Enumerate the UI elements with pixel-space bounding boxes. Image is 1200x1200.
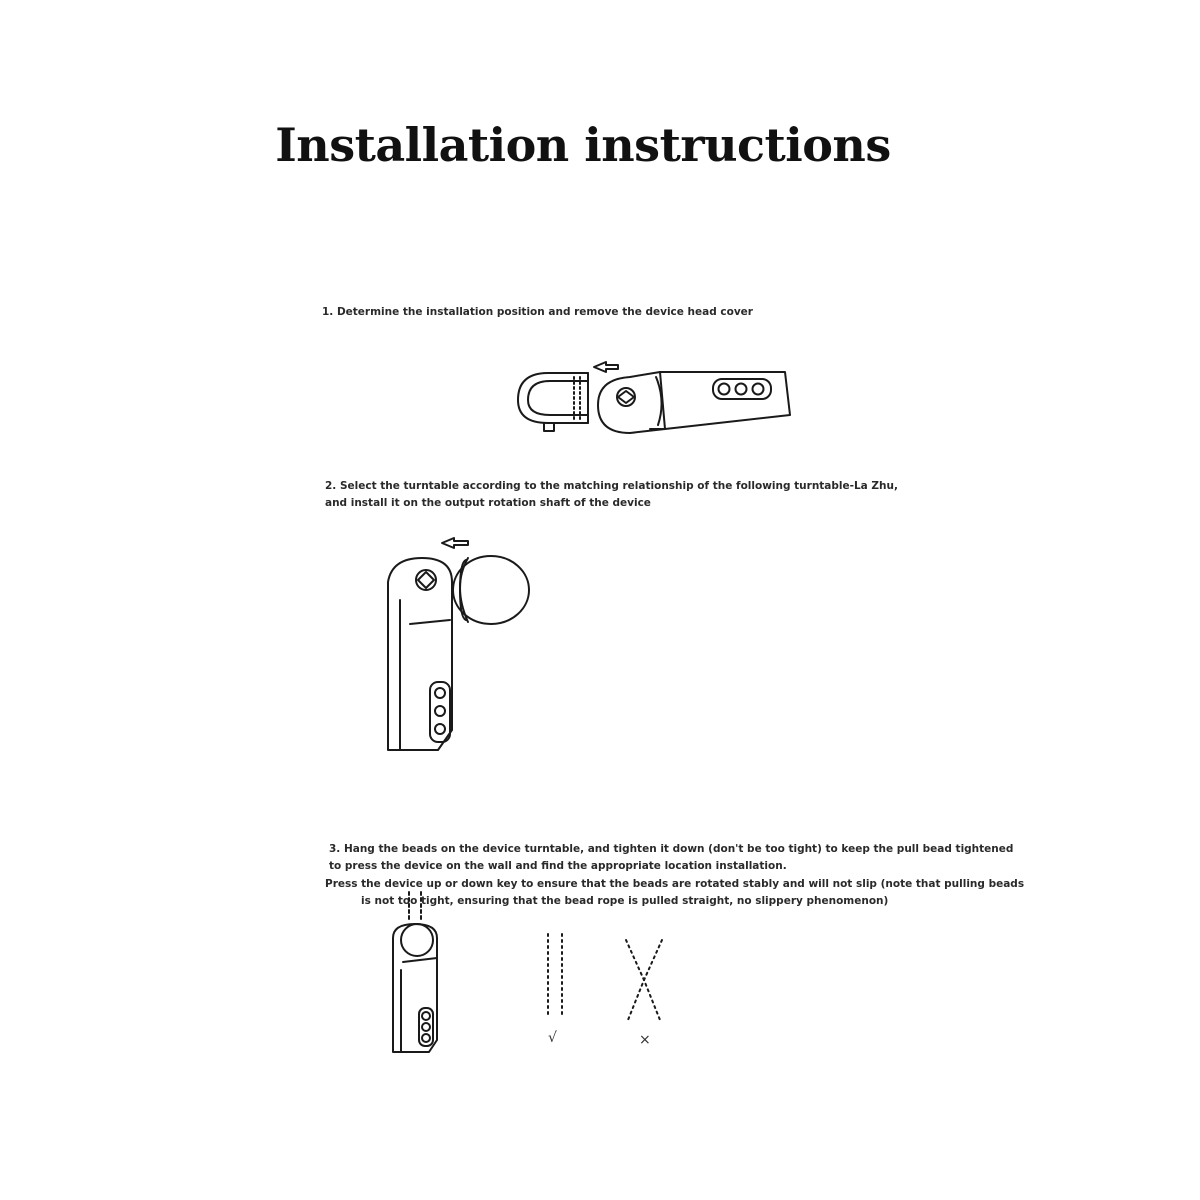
correct-straight-beads-illustration — [540, 932, 574, 1022]
turntable-illustration — [453, 556, 529, 624]
mounted-device-illustration — [393, 924, 437, 1052]
bead-chain-illustration — [409, 892, 421, 920]
device-with-beads-illustration — [385, 890, 445, 1060]
step-1-line-1: 1. Determine the installation position and remove the device head cover — [322, 306, 753, 318]
wrong-crossed-beads-illustration — [620, 936, 670, 1026]
cross-mark-icon: × — [639, 1032, 651, 1048]
step-3-line-2: to press the device on the wall and find the appropriate location installation. — [329, 860, 787, 873]
step-1-text — [322, 304, 753, 321]
arrow-left-icon — [442, 538, 468, 548]
arrow-left-icon — [594, 362, 618, 372]
step-3-line-1: 3. Hang the beads on the device turntable, and tighten it down (don't be too tight) to keep the pull bead tightened — [329, 843, 1014, 855]
head-cover-illustration — [518, 373, 588, 431]
head-cover-removal-illustration — [510, 355, 810, 445]
page-title: Installation instructions — [275, 118, 891, 172]
turntable-installation-illustration — [380, 530, 560, 760]
step-2-text — [325, 478, 898, 513]
device-body-illustration — [598, 372, 790, 433]
step-2-line-2: and install it on the output rotation shaft of the device — [325, 497, 651, 510]
step-3-line-4: is not too tight, ensuring that the bead rope is pulled straight, no slippery phenomenon) — [361, 894, 889, 907]
step-2-line-1: 2. Select the turntable according to the matching relationship of the following turntable-La Zhu, — [325, 480, 898, 492]
step-3-line-3: Press the device up or down key to ensure that the beads are rotated stably and will not slip (note that pulling beads — [325, 877, 1025, 890]
vertical-device-illustration — [388, 558, 452, 750]
check-mark-icon: √ — [548, 1030, 557, 1046]
